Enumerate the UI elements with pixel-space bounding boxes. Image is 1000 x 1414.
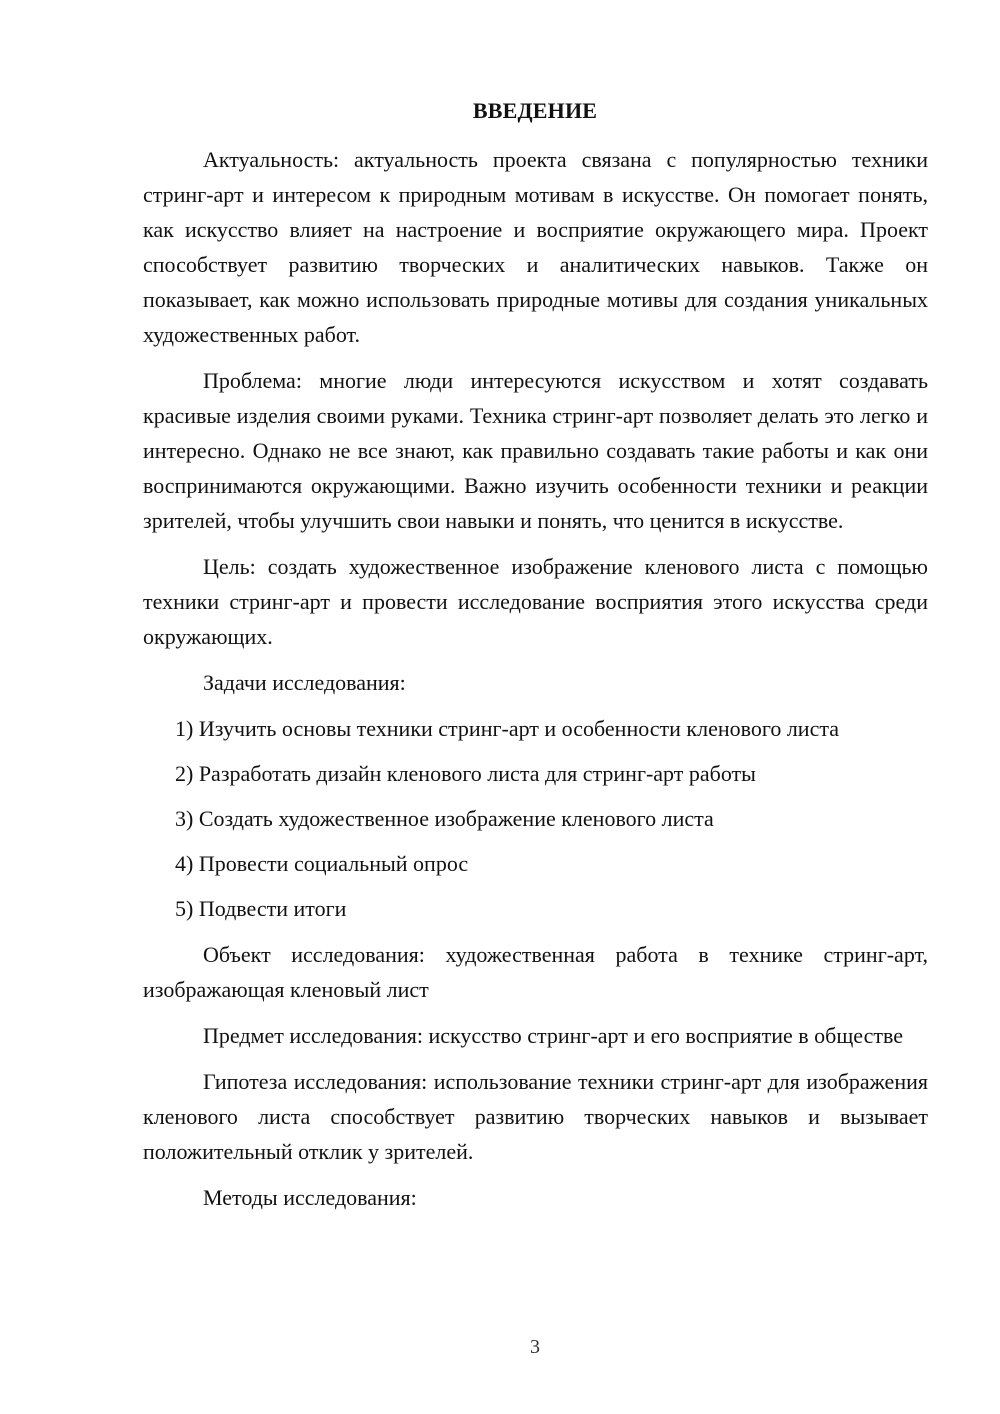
page-number: 3 [530,1336,540,1358]
document-body [143,142,928,1226]
paragraph-hypothesis: Гипотеза исследования: использование техники стринг-арт для изображения кленового листа способствует развитию творческих навыков и вызывает положительный отклик у зрителей. [143,1069,928,1164]
methods-heading: Методы исследования: [203,1185,417,1210]
task-item: 5) Подвести итоги [175,896,347,921]
paragraph-goal: Цель: создать художественное изображение кленового листа с помощью техники стринг-арт и провести исследование восприятия этого искусства среди окружающих. [143,554,928,649]
paragraph-subject: Предмет исследования: искусство стринг-арт и его восприятие в обществе [203,1023,903,1048]
paragraph-relevance: Актуальность: актуальность проекта связана с популярностью техники стринг-арт и интересом к природным мотивам в искусстве. Он помогает понять, как искусство влияет на настроение и восприятие окружающего мира. Проект способствует развитию творческих и аналитических навыков. Также он показывает, как можно использовать природные мотивы для создания уникальных художественных работ. [143,147,928,347]
tasks-heading: Задачи исследования: [203,670,406,695]
task-item: 4) Провести социальный опрос [175,851,469,876]
tasks-list [143,711,928,926]
task-item: 2) Разработать дизайн кленового листа для стринг-арт работы [175,761,756,786]
task-item: 1) Изучить основы техники стринг-арт и особенности кленового листа [175,716,839,741]
section-title: ВВЕДЕНИЕ [472,98,598,123]
paragraph-object: Объект исследования: художественная работа в технике стринг-арт, изображающая кленовый лист [143,942,928,1002]
task-item: 3) Создать художественное изображение кленового листа [175,806,714,831]
paragraph-problem: Проблема: многие люди интересуются искусством и хотят создавать красивые изделия своими руками. Техника стринг-арт позволяет делать это легко и интересно. Однако не все знают, как правильно создавать такие работы и как они воспринимаются окружающими. Важно изучить особенности техники и реакции зрителей, чтобы улучшить свои навыки и понять, что ценится в искусстве. [143,368,928,533]
